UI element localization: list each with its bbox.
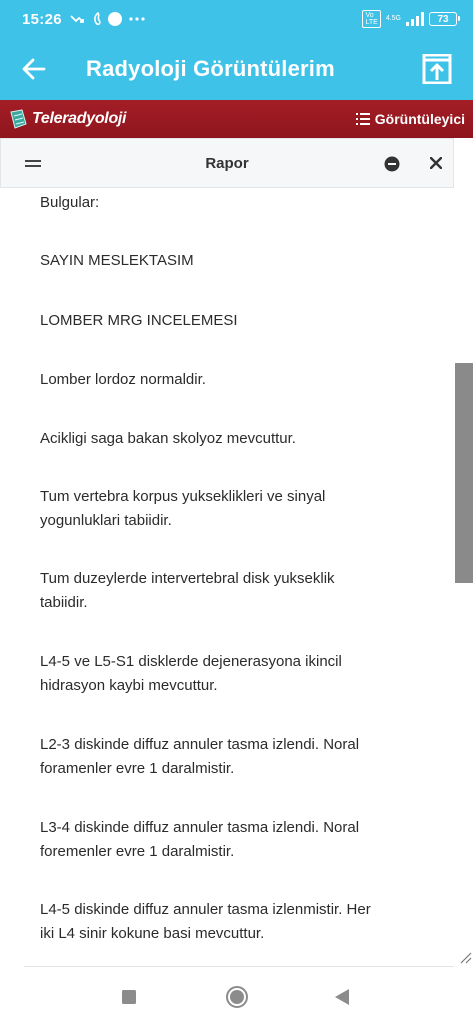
more-dots-icon <box>128 16 146 22</box>
back-nav-button[interactable] <box>330 985 354 1009</box>
report-line: Bulgular: <box>40 194 100 211</box>
status-indicators <box>362 10 457 28</box>
recents-button[interactable] <box>117 985 141 1009</box>
report-panel-header <box>0 138 454 188</box>
close-button[interactable] <box>425 152 447 174</box>
signal-icon <box>406 12 424 26</box>
resize-grip-icon[interactable] <box>458 950 472 964</box>
report-line: iki L4 sinir kokune basi mevcuttur. <box>40 925 265 942</box>
app-notification-icon <box>92 12 102 26</box>
volte-icon: Vo LTE <box>362 10 380 28</box>
report-line: SAYIN MESLEKTASIM <box>40 252 194 269</box>
report-line: Tum vertebra korpus yukseklikleri ve sinyal <box>40 488 326 505</box>
square-icon <box>121 989 137 1005</box>
minimize-button[interactable] <box>381 153 403 175</box>
brand-name: Teleradyoloji <box>32 110 127 127</box>
page-title: Radyoloji Görüntülerim <box>86 56 335 81</box>
brand-bar <box>0 100 473 138</box>
arrow-left-icon <box>22 58 46 80</box>
battery-level: 73 <box>437 13 449 25</box>
report-line: L4-5 ve L5-S1 disklerde dejenerasyona ikincil <box>40 653 342 670</box>
brand-logo[interactable] <box>8 108 126 130</box>
network-type: 4.5G <box>385 15 401 22</box>
upload-button[interactable] <box>409 38 465 100</box>
report-line: Tum duzeylerde intervertebral disk yukseklik <box>40 570 335 587</box>
report-line: L4-5 diskinde diffuz annuler tasma izlenmistir. Her <box>40 901 371 918</box>
upload-box-icon <box>421 54 453 84</box>
system-nav-bar <box>0 967 473 1024</box>
list-icon <box>356 113 370 125</box>
back-button[interactable] <box>6 38 62 100</box>
report-line: L3-4 diskinde diffuz annuler tasma izlendi. Noral <box>40 819 360 836</box>
teleradyoloji-logo-icon <box>8 108 28 130</box>
status-bar <box>0 0 473 38</box>
triangle-back-icon <box>334 988 350 1006</box>
report-line: Lomber lordoz normaldir. <box>40 371 206 388</box>
report-line: L2-3 diskinde diffuz annuler tasma izlendi. Noral <box>40 736 360 753</box>
battery-icon <box>429 12 457 26</box>
report-line: tabiidir. <box>40 594 88 611</box>
missed-call-icon <box>70 13 86 25</box>
report-body[interactable] <box>24 188 454 966</box>
viewer-label: Görüntüleyici <box>374 111 465 127</box>
report-line: foremenler evre 1 daralmistir. <box>40 843 235 860</box>
report-line: hidrasyon kaybi mevcuttur. <box>40 677 218 694</box>
drag-handle-icon[interactable] <box>1 138 65 188</box>
report-line: LOMBER MRG INCELEMESI <box>40 312 238 329</box>
minus-circle-icon <box>384 156 400 172</box>
scrollbar-thumb[interactable] <box>455 363 473 583</box>
report-line: foramenler evre 1 daralmistir. <box>40 760 235 777</box>
app-bar <box>0 38 473 100</box>
report-line: Acikligi saga bakan skolyoz mevcuttur. <box>40 430 296 447</box>
home-circle-icon <box>225 985 249 1009</box>
circle-notification-icon <box>108 12 122 26</box>
close-icon <box>430 157 442 169</box>
status-time: 15:26 <box>22 10 62 28</box>
viewer-button[interactable] <box>356 111 465 127</box>
home-button[interactable] <box>225 985 249 1009</box>
report-line: yogunluklari tabiidir. <box>40 512 172 529</box>
panel-title: Rapor <box>205 154 249 172</box>
notification-icons <box>70 12 146 26</box>
